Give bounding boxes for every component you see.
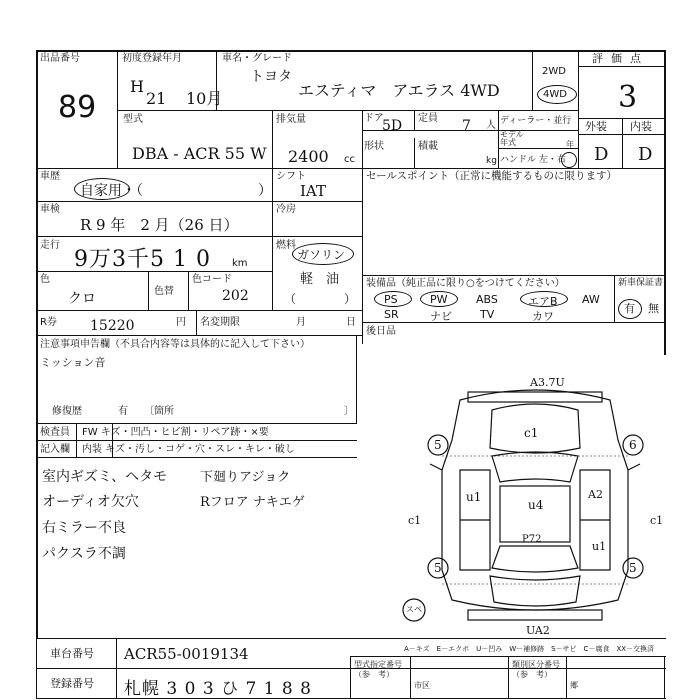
mileage-value: 9万3千5 1 0 bbox=[74, 247, 211, 272]
rear-seat-label: 後日品 bbox=[366, 326, 396, 337]
model-value: DBA - ACR 55 W bbox=[132, 144, 267, 163]
fuel-label: 燃料 bbox=[276, 240, 296, 251]
color-code-value: 202 bbox=[222, 288, 249, 304]
name-change-day: 日 bbox=[346, 317, 356, 328]
warranty-label: 新車保証書 bbox=[618, 278, 664, 288]
first-reg-year: 21 bbox=[146, 89, 167, 108]
entry-label: 記入欄 bbox=[40, 444, 70, 455]
name-change-label: 名変期限 bbox=[200, 317, 240, 328]
chassis-no-value: ACR55-0019134 bbox=[124, 645, 249, 663]
shift-value: IAT bbox=[300, 182, 326, 200]
rating-value: 3 bbox=[618, 80, 638, 115]
tire-fl-num: 5 bbox=[434, 438, 442, 452]
repair-history-label: 修復歴 bbox=[52, 406, 82, 417]
two-wd-label: 2WD bbox=[542, 66, 566, 77]
km-unit: km bbox=[232, 258, 248, 269]
inspection-label: 車検 bbox=[40, 204, 60, 215]
trunk-outline bbox=[490, 576, 580, 606]
four-wd-label: 4WD bbox=[543, 89, 567, 100]
yen-unit: 円 bbox=[176, 317, 186, 328]
rating-label: 評価点 bbox=[592, 52, 649, 65]
reg-no-value: 札幌 3 0 3 ひ 7 1 8 8 bbox=[124, 679, 312, 699]
recycle-value: 15220 bbox=[90, 318, 135, 334]
interior-label: 内装 bbox=[630, 120, 652, 133]
equip-airbag-circle bbox=[520, 291, 568, 307]
door-label: ドア bbox=[364, 113, 384, 124]
equip-ps: PS bbox=[384, 293, 398, 306]
tire-rl-num: 5 bbox=[434, 561, 442, 575]
handle-right-circle bbox=[561, 152, 577, 168]
notes-label: 注意事項申告欄（不具合内容等は具体的に記入して下さい） bbox=[40, 339, 310, 350]
color-label: 色 bbox=[40, 274, 50, 285]
equip-airbag: エアB bbox=[528, 295, 558, 308]
equip-pw-circle bbox=[420, 291, 458, 307]
inspector-label: 検査員 bbox=[40, 427, 70, 438]
color-value: クロ bbox=[68, 291, 96, 307]
equip-sr: SR bbox=[384, 308, 399, 321]
capacity-label: 定員 bbox=[418, 113, 438, 124]
ref2-label: 類別区分番号 （参 考） bbox=[512, 660, 560, 679]
model-label: 型式 bbox=[123, 114, 143, 125]
note-line-1: ミッション音 bbox=[40, 356, 106, 369]
name-change-month: 月 bbox=[296, 317, 306, 328]
fuel-paren: （ ） bbox=[284, 292, 357, 306]
color-change-label: 色替 bbox=[154, 286, 174, 297]
ref-kyo: 郷 bbox=[570, 681, 578, 690]
equip-abs: ABS bbox=[476, 293, 498, 306]
first-reg-era: H bbox=[130, 77, 144, 96]
kg-unit: kg bbox=[486, 156, 497, 166]
entry-right-2: Rフロア ナキエゲ bbox=[200, 495, 305, 510]
exterior-label: 外装 bbox=[585, 120, 607, 133]
maker: トヨタ bbox=[250, 69, 292, 85]
history-label: 車歴 bbox=[40, 171, 60, 182]
lot-number: 89 bbox=[58, 90, 97, 125]
mileage-label: 走行 bbox=[40, 240, 60, 251]
color-code-label: 色コード bbox=[192, 274, 232, 285]
model-year-label: モデル 年式 bbox=[500, 130, 524, 147]
year-suffix: 年 bbox=[566, 140, 574, 149]
lot-no-label: 出品番号 bbox=[40, 53, 80, 64]
cc-unit: cc bbox=[344, 154, 355, 165]
diagram-top: A3.7U bbox=[530, 376, 565, 389]
equip-pw: PW bbox=[430, 293, 448, 306]
car-name: エスティマ アエラス 4WD bbox=[298, 81, 500, 100]
chassis-no-label: 車台番号 bbox=[50, 647, 94, 660]
equip-aw: AW bbox=[582, 293, 600, 306]
equip-tv: TV bbox=[480, 308, 495, 321]
first-reg-month: 10月 bbox=[186, 89, 223, 108]
entry-right-1: 下廻りアジョク bbox=[200, 470, 291, 485]
door-value: 5D bbox=[382, 118, 403, 134]
equip-navi: ナビ bbox=[430, 310, 452, 323]
capacity-value: 7 bbox=[462, 118, 471, 134]
equip-leather: カワ bbox=[532, 310, 554, 323]
ref1-label: 型式指定番号 （参 考） bbox=[354, 660, 402, 679]
warranty-no: 無 bbox=[648, 302, 659, 315]
diagram-mid-right: A2 bbox=[588, 488, 603, 501]
car-grade-label: 車名・グレード bbox=[222, 53, 292, 64]
inspector-items: FW キズ・凹凸・ヒビ割・リペア跡・×要 bbox=[82, 427, 269, 438]
fuel-alt: 軽 油 bbox=[300, 272, 340, 287]
entry-items: 内装 キズ・汚し・コゲ・穴・スレ・キレ・破し bbox=[82, 444, 295, 455]
equip-ps-circle bbox=[374, 291, 412, 307]
diagram-hood: c1 bbox=[524, 426, 539, 440]
diagram-rear-center: P72 bbox=[522, 534, 542, 545]
first-reg-label: 初度登録年月 bbox=[122, 53, 182, 64]
tire-rr-num: 5 bbox=[629, 561, 637, 575]
entry-line-4: パクスラ不調 bbox=[42, 546, 126, 562]
diagram-mid-center: u4 bbox=[528, 498, 544, 512]
diagram-mid-left: u1 bbox=[466, 490, 482, 504]
ac-label: 冷房 bbox=[276, 204, 296, 215]
entry-line-1: 室内ギズミ、ヘタモ bbox=[42, 469, 168, 485]
diagram-rear-right: u1 bbox=[592, 540, 607, 553]
diagram-side-right: c1 bbox=[650, 514, 664, 527]
shape-label: 形状 bbox=[364, 141, 384, 152]
repair-close: 〕 bbox=[344, 406, 354, 417]
handle-label: ハンドル 左・右 bbox=[500, 155, 566, 165]
fuel-value: ガソリン bbox=[297, 248, 346, 262]
diagram-side-left: c1 bbox=[408, 514, 422, 527]
entry-line-3: 右ミラー不良 bbox=[42, 520, 126, 536]
interior-grade: D bbox=[638, 144, 653, 165]
displacement-value: 2400 bbox=[288, 147, 329, 166]
legend: A－キズ E－エクボ U－凹み W－補修跡 S－サビ C－腐食 XX－交換済 bbox=[404, 645, 655, 653]
ref-shiku: 市区 bbox=[414, 681, 430, 690]
repair-places: 〔箇所 bbox=[144, 406, 174, 417]
sales-point-label: セールスポイント（正常に機能するものに限ります） bbox=[366, 170, 618, 182]
reg-no-label: 登録番号 bbox=[50, 677, 94, 690]
shift-label: シフト bbox=[276, 171, 306, 182]
displacement-label: 排気量 bbox=[276, 114, 306, 125]
recycle-label: R券 bbox=[40, 317, 57, 328]
load-label: 積載 bbox=[418, 141, 438, 152]
diagram-stamp: スペ bbox=[406, 605, 422, 614]
windshield-outline bbox=[492, 452, 578, 482]
history-value: 自家用・（ bbox=[80, 183, 143, 199]
inspection-value: R 9 年 2 月（26 日） bbox=[80, 216, 239, 234]
diagram-bottom: UA2 bbox=[526, 624, 550, 637]
repair-yes: 有 bbox=[118, 406, 128, 417]
capacity-unit: 人 bbox=[486, 120, 496, 131]
dealer-label: ディーラー・並行 bbox=[500, 116, 572, 126]
tire-fr-num: 6 bbox=[629, 438, 637, 452]
equipment-label: 装備品（純正品に限り○をつけてください） bbox=[366, 278, 565, 289]
rear-glass-outline bbox=[492, 546, 578, 572]
warranty-yes: 有 bbox=[624, 302, 635, 315]
entry-line-2: オーディオ欠穴 bbox=[42, 494, 139, 510]
exterior-grade: D bbox=[594, 144, 609, 165]
history-close: ） bbox=[258, 183, 272, 199]
rear-bumper bbox=[468, 610, 602, 620]
